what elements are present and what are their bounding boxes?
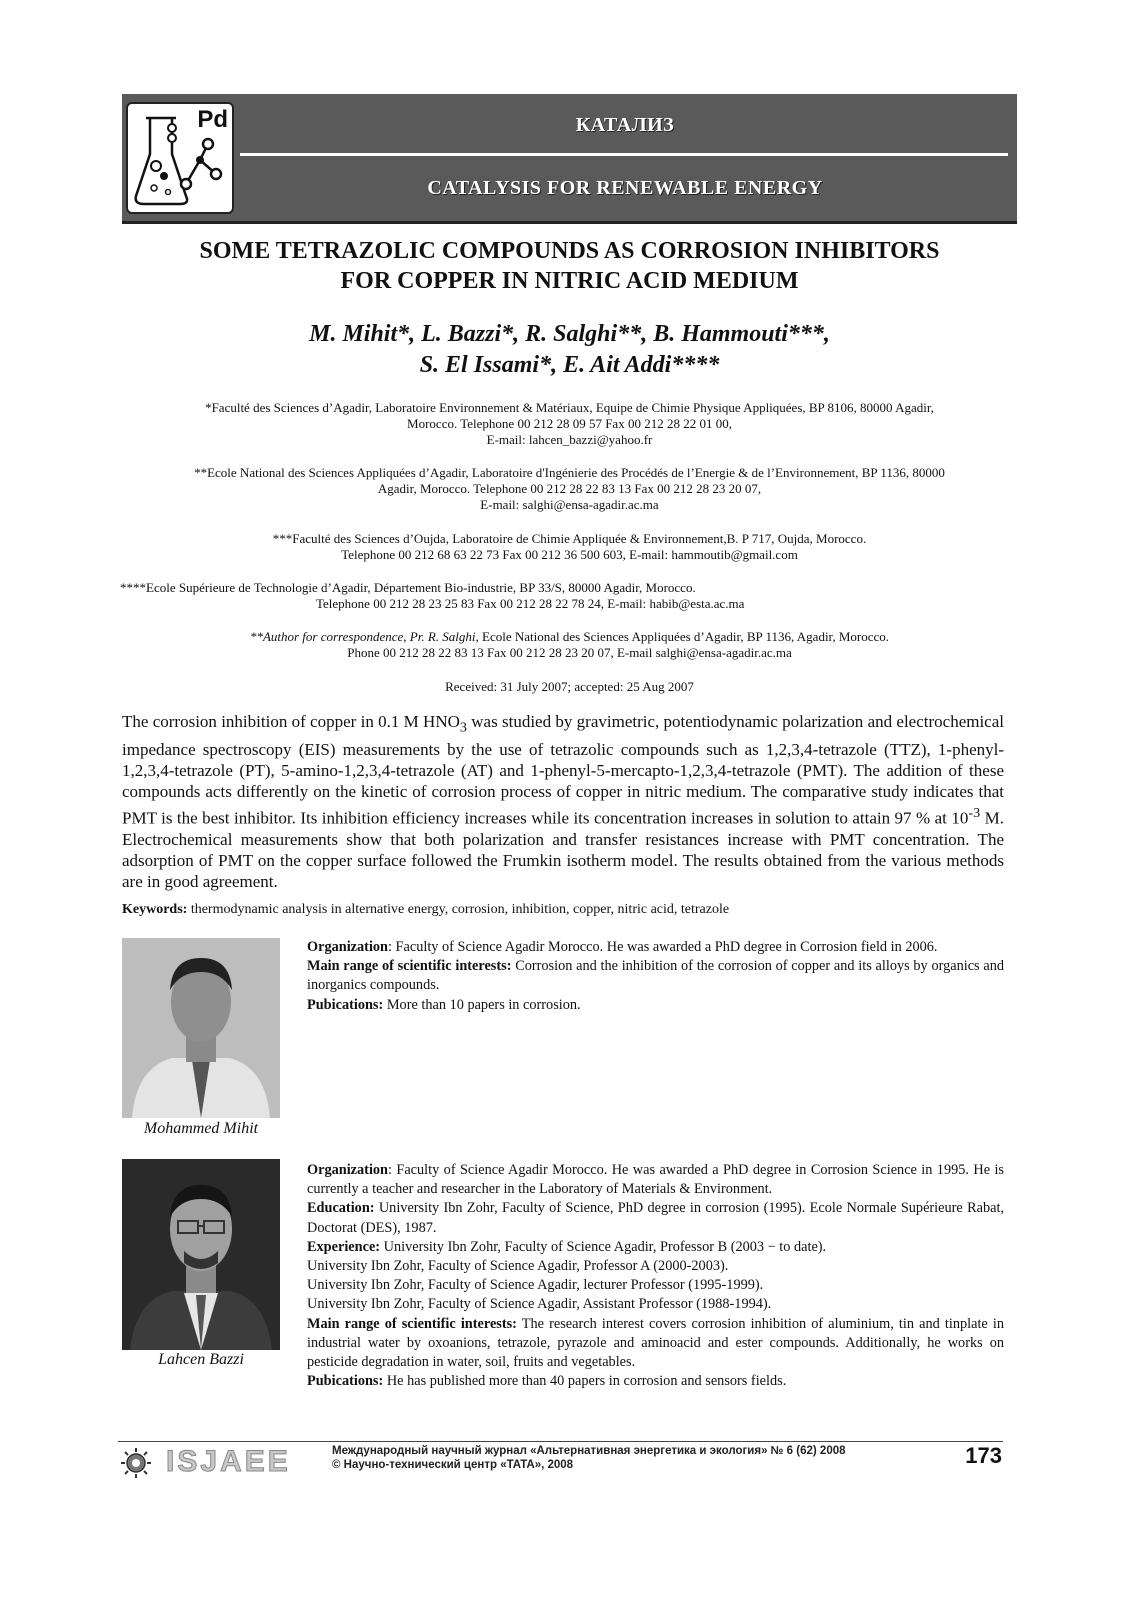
affiliation-4-line-2: Telephone 00 212 28 23 25 83 Fax 00 212 28 22 78 24, E-mail: habib@esta.ac.ma: [316, 596, 745, 611]
experience-text: University Ibn Zohr, Faculty of Science Agadir, Professor B (2003 − to date).: [380, 1238, 827, 1255]
keywords: [122, 902, 1017, 918]
footer-divider: [118, 1441, 1003, 1442]
bio-interests: [307, 957, 1004, 995]
abstract-part-3: M. Electrochemical measurements show that both polarization and transfer resistances increase with PMT concentration. The adsorption of PMT on the copper surface followed the Frumkin isotherm model. The results obtained from the various methods are in good agreement.: [122, 808, 1004, 892]
correspondence-line-2: Phone 00 212 28 22 83 13 Fax 00 212 28 23 20 07, E-mail salghi@ensa-agadir.ac.ma: [347, 645, 792, 660]
publications-text: More than 10 papers in corrosion.: [383, 996, 581, 1013]
authors-line-1: M. Mihit*, L. Bazzi*, R. Salghi**, B. Hammouti***,: [309, 321, 830, 347]
journal-citation: [332, 1444, 846, 1472]
portrait-icon: [122, 1159, 280, 1350]
interests-text: The research interest covers corrosion inhibition of aluminium, tin and tinplate in industrial water by oxoanions, tetrazole, pyrazole and aminoacid and ester compounds. Additionally, he works on pesticide degradation in water, soil, fruits and vegetables.: [307, 1315, 1004, 1371]
affiliation-3: [122, 531, 1017, 563]
author-list: [122, 319, 1017, 381]
experience-line-2: University Ibn Zohr, Faculty of Science Agadir, Professor A (2000-2003).: [307, 1258, 729, 1275]
correspondence-label: **Author for correspondence, Pr. R. Salghi,: [249, 629, 479, 644]
affiliation-4-line-1: ****Ecole Supérieure de Technologie d’Agadir, Département Bio-industrie, BP 33/S, 80000 Agadir, Morocco.: [120, 580, 696, 595]
keywords-label: Keywords:: [122, 902, 188, 917]
interests-label: Main range of scientific interests:: [307, 1315, 517, 1332]
sun-gear-icon: [118, 1447, 158, 1479]
bio-organization: [307, 938, 1004, 957]
journal-brand: ISJAEE: [166, 1445, 291, 1478]
page-number: 173: [965, 1443, 1002, 1468]
publications-label: Pubications:: [307, 1373, 384, 1390]
experience-label: Experience:: [307, 1238, 381, 1255]
education-label: Education:: [307, 1200, 375, 1217]
experience-line-3: University Ibn Zohr, Faculty of Science Agadir, lecturer Professor (1995-1999).: [307, 1277, 764, 1294]
abstract-superscript: -3: [968, 804, 981, 821]
bio-publications: [307, 996, 1004, 1015]
correspondence-line-1: [122, 629, 1017, 645]
interests-text: Corrosion and the inhibition of the corrosion of copper and its alloys by organics and inorganics compounds.: [307, 958, 1004, 994]
author-photo-mihit: [122, 938, 280, 1118]
bio-bazzi: [307, 1161, 1004, 1391]
bio-mihit: [307, 938, 1004, 1015]
author-photo-bazzi: [122, 1159, 280, 1350]
experience-line-4: University Ibn Zohr, Faculty of Science Agadir, Assistant Professor (1988-1994).: [307, 1296, 772, 1313]
article-title-line-2: FOR COPPER IN NITRIC ACID MEDIUM: [340, 268, 799, 294]
affiliation-1-email: E-mail: lahcen_bazzi@yahoo.fr: [486, 432, 653, 447]
affiliation-1-line-2: Morocco. Telephone 00 212 28 09 57 Fax 00 212 28 22 01 00,: [407, 416, 732, 431]
bio-organization: [307, 1161, 1004, 1199]
affiliation-1-line-1: *Faculté des Sciences d’Agadir, Laboratoire Environnement & Matériaux, Equipe de Chimie Physique Appliquées, BP 8106, 80000 Agadir,: [205, 400, 934, 415]
portrait-icon: [122, 938, 280, 1118]
correspondence-address: Ecole National des Sciences Appliquées d’Agadir, BP 1136, Agadir, Morocco.: [478, 629, 890, 644]
article-title-line-1: SOME TETRAZOLIC COMPOUNDS AS CORROSION INHIBITORS: [199, 238, 940, 264]
affiliation-2-line-1: **Ecole National des Sciences Appliquées d’Agadir, Laboratoire d'Ingénierie des Procédés de l’Energie & de l’Environnement, BP 1136, 80000: [194, 465, 945, 480]
article-title: [122, 236, 1017, 296]
catalysis-logo: [126, 102, 234, 214]
palladium-symbol: Pd: [197, 106, 228, 133]
organization-label: Organization: [307, 939, 389, 955]
affiliation-3-line-1: ***Faculté des Sciences d’Oujda, Laboratoire de Chimie Appliquée & Environnement,B. P 717, Oujda, Morocco.: [272, 531, 867, 546]
abstract-part-2: was studied by gravimetric, potentiodynamic polarization and electrochemical impedance spectroscopy (EIS) measurements by the use of tetrazolic compounds such as 1,2,3,4-tetrazole (TTZ), 1-phenyl-1,2,3,4-tetrazole (PT), 5-amino-1,2,3,4-tetrazole (AT) and 1-phenyl-5-mercapto-1,2,3,4-tetrazole (PMT). The addition of these compounds acts differently on the kinetic of corrosion process of copper in nitric medium. The comparative study indicates that PMT is the best inhibitor. Its inhibition efficiency increases while its concentration increases in solution to attain 97 % at 10: [122, 712, 1004, 828]
education-text: University Ibn Zohr, Faculty of Science, PhD degree in corrosion (1995). Ecole Normale Supérieure Rabat, Doctorat (DES), 1987.: [307, 1200, 1004, 1236]
publications-label: Pubications:: [307, 996, 384, 1013]
bio-interests: [307, 1315, 1004, 1373]
copyright-line: © Научно-технический центр «TATA», 2008: [332, 1459, 574, 1471]
affiliation-3-line-2: Telephone 00 212 68 63 22 73 Fax 00 212 36 500 603, E-mail: hammoutib@gmail.com: [341, 547, 798, 562]
interests-label: Main range of scientific interests:: [307, 958, 512, 975]
journal-name-line: Международный научный журнал «Альтернативная энергетика и экология» № 6 (62) 2008: [332, 1445, 846, 1457]
affiliation-2-email: E-mail: salghi@ensa-agadir.ac.ma: [480, 497, 659, 512]
correspondence-author: [122, 629, 1017, 661]
publications-text: He has published more than 40 papers in corrosion and sensors fields.: [383, 1373, 787, 1390]
received-dates: Received: 31 July 2007; accepted: 25 Aug 2007: [445, 679, 694, 694]
section-title-ru: КАТАЛИЗ: [575, 114, 675, 136]
abstract: [122, 711, 1004, 892]
abstract-part-1: The corrosion inhibition of copper in 0.1 M HNO: [122, 712, 460, 731]
bio-experience: [307, 1238, 1004, 1257]
affiliation-4: [120, 580, 1015, 612]
bio-publications: [307, 1372, 1004, 1391]
bio-education: [307, 1199, 1004, 1237]
abstract-subscript: 3: [459, 719, 467, 736]
organization-text: : Faculty of Science Agadir Morocco. He was awarded a PhD degree in Corrosion field in 2006.: [388, 939, 938, 955]
journal-header-band: [122, 94, 1017, 224]
affiliation-1: [122, 400, 1017, 448]
header-divider: [240, 153, 1008, 156]
photo-caption-bazzi: Lahcen Bazzi: [158, 1351, 244, 1368]
keywords-text: thermodynamic analysis in alternative energy, corrosion, inhibition, copper, nitric acid, tetrazole: [187, 902, 730, 917]
authors-line-2: S. El Issami*, E. Ait Addi****: [419, 352, 720, 378]
affiliation-2-line-2: Agadir, Morocco. Telephone 00 212 28 22 83 13 Fax 00 212 28 23 20 07,: [377, 481, 762, 496]
organization-label: Organization: [307, 1162, 389, 1178]
section-title-en: CATALYSIS FOR RENEWABLE ENERGY: [427, 177, 823, 199]
photo-caption-mihit: Mohammed Mihit: [143, 1120, 259, 1137]
organization-text: : Faculty of Science Agadir Morocco. He was awarded a PhD degree in Corrosion Science in 1995. He is currently a teacher and researcher in the Laboratory of Materials & Environment.: [307, 1162, 1004, 1198]
affiliation-2: [122, 465, 1017, 513]
